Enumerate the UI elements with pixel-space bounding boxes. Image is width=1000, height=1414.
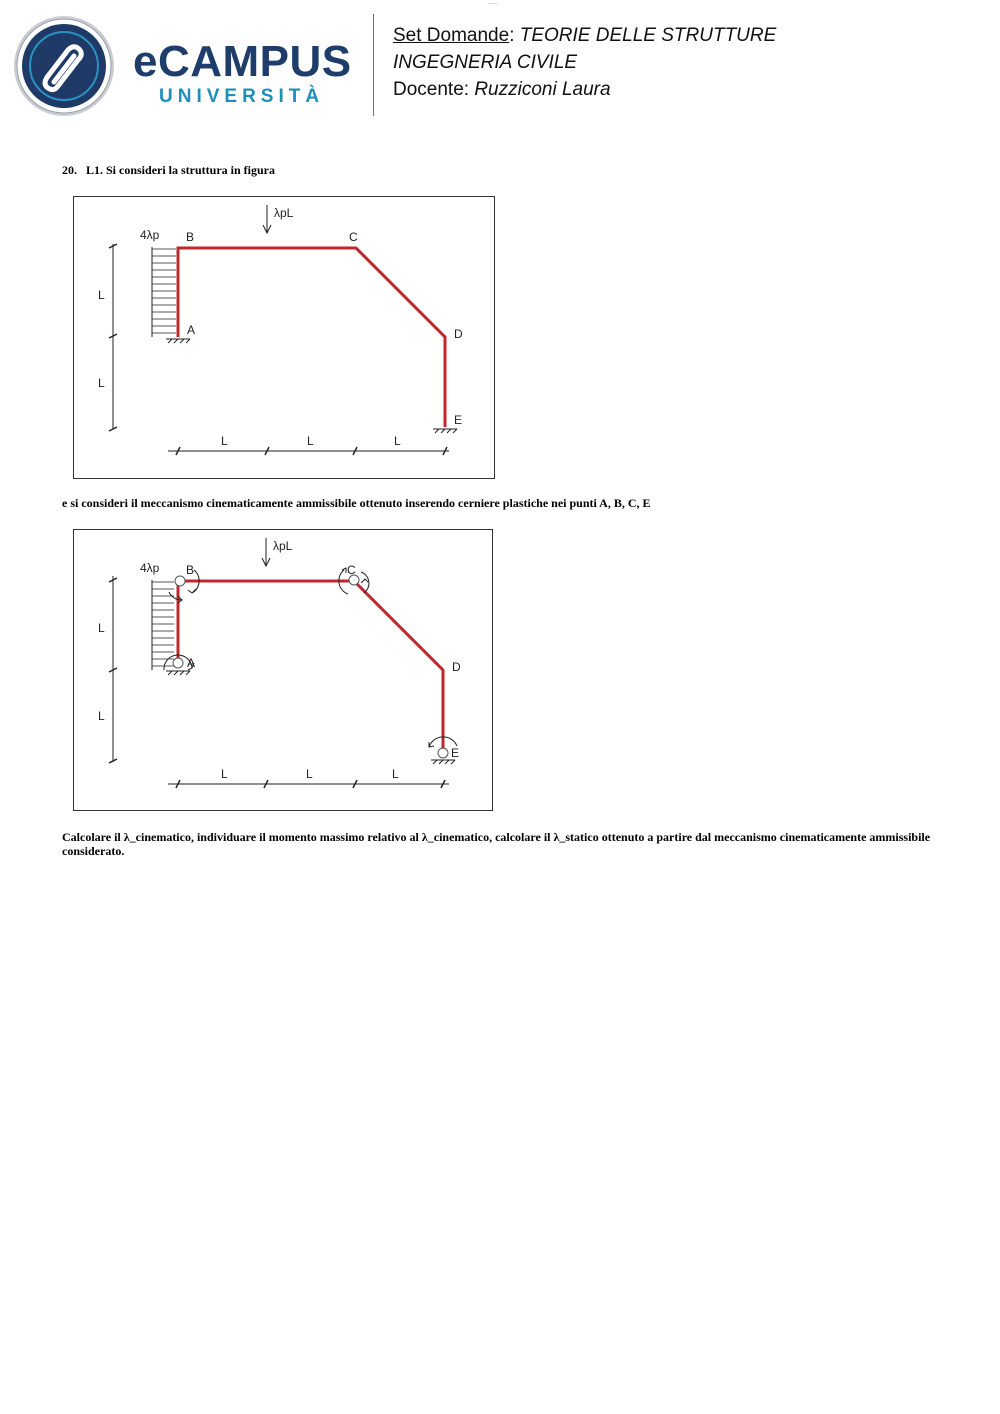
hinge-a — [173, 658, 183, 668]
question-intro-text: L1. Si consideri la struttura in figura — [86, 163, 276, 177]
dim-label-upper: L — [98, 288, 105, 302]
node-d-label: D — [452, 660, 461, 674]
structure-figure — [73, 196, 495, 479]
node-b-label: B — [186, 230, 195, 244]
header-divider — [373, 14, 374, 116]
support-e — [431, 760, 455, 764]
node-b-label: B — [186, 563, 195, 577]
hinge-b — [175, 576, 185, 586]
question-number: 20. — [62, 163, 77, 177]
teacher-line — [393, 76, 776, 103]
teacher-label: Docente: — [393, 79, 470, 100]
node-a-label: A — [187, 656, 196, 670]
mechanism-figure — [73, 529, 493, 811]
brand-name: eCAMPUS — [133, 37, 352, 86]
page-header-mark: — — — [488, 0, 498, 5]
teacher-name: Ruzziconi Laura — [474, 79, 611, 100]
support-a — [166, 671, 190, 675]
mechanism-diagram — [74, 530, 492, 810]
hinge-e — [438, 748, 448, 758]
question-intro — [62, 163, 275, 177]
node-e-label: E — [454, 413, 463, 427]
dim-label-bc: L — [306, 767, 313, 781]
point-load-label: λpL — [273, 539, 293, 553]
mechanism-description: e si consideri il meccanismo cinematicamente ammissibile ottenuto inserendo cerniere plastiche nei punti A, B, C, E — [62, 496, 651, 510]
dim-label-ab: L — [221, 767, 228, 781]
distributed-load-label: 4λp — [140, 228, 160, 242]
dim-label-cd: L — [394, 434, 401, 448]
point-load-label: λpL — [274, 206, 294, 220]
distributed-load-arrows — [152, 249, 176, 333]
node-d-label: D — [454, 327, 463, 341]
node-c-label: C — [347, 563, 356, 577]
plastic-hinges — [173, 575, 448, 758]
course-info — [393, 22, 776, 103]
brand-wordmark — [133, 37, 352, 108]
rotation-arrows — [164, 568, 457, 747]
brand-subtitle: UNIVERSITÀ — [159, 86, 325, 107]
structure-diagram — [74, 197, 494, 478]
dim-label-cd: L — [392, 767, 399, 781]
support-e — [433, 429, 457, 433]
dim-label-bc: L — [307, 434, 314, 448]
course-title: TEORIE DELLE STRUTTURE — [519, 25, 777, 46]
node-c-label: C — [349, 230, 358, 244]
course-degree: INGEGNERIA CIVILE — [393, 52, 578, 73]
task-description: Calcolare il λ_cinematico, individuare il momento massimo relativo al λ_cinematico, calcolare il λ_statico ottenuto a partire dal meccanismo cinematicamente ammissibile considerato. — [62, 830, 931, 858]
dim-label-ab: L — [221, 434, 228, 448]
support-a — [166, 339, 190, 343]
frame-structure — [178, 248, 445, 427]
course-degree-line — [393, 49, 776, 76]
node-a-label: A — [187, 323, 196, 337]
dim-label-lower: L — [98, 376, 105, 390]
dim-label-lower: L — [98, 709, 105, 723]
distributed-load-label: 4λp — [140, 561, 160, 575]
set-domande-label: Set Domande — [393, 25, 510, 46]
node-e-label: E — [451, 746, 460, 760]
frame-structure — [178, 581, 443, 752]
course-title-line: Set Domande: TEORIE DELLE STRUTTURE — [393, 25, 777, 46]
document-header — [0, 0, 1000, 125]
dim-label-upper: L — [98, 621, 105, 635]
university-seal-logo — [12, 14, 116, 118]
